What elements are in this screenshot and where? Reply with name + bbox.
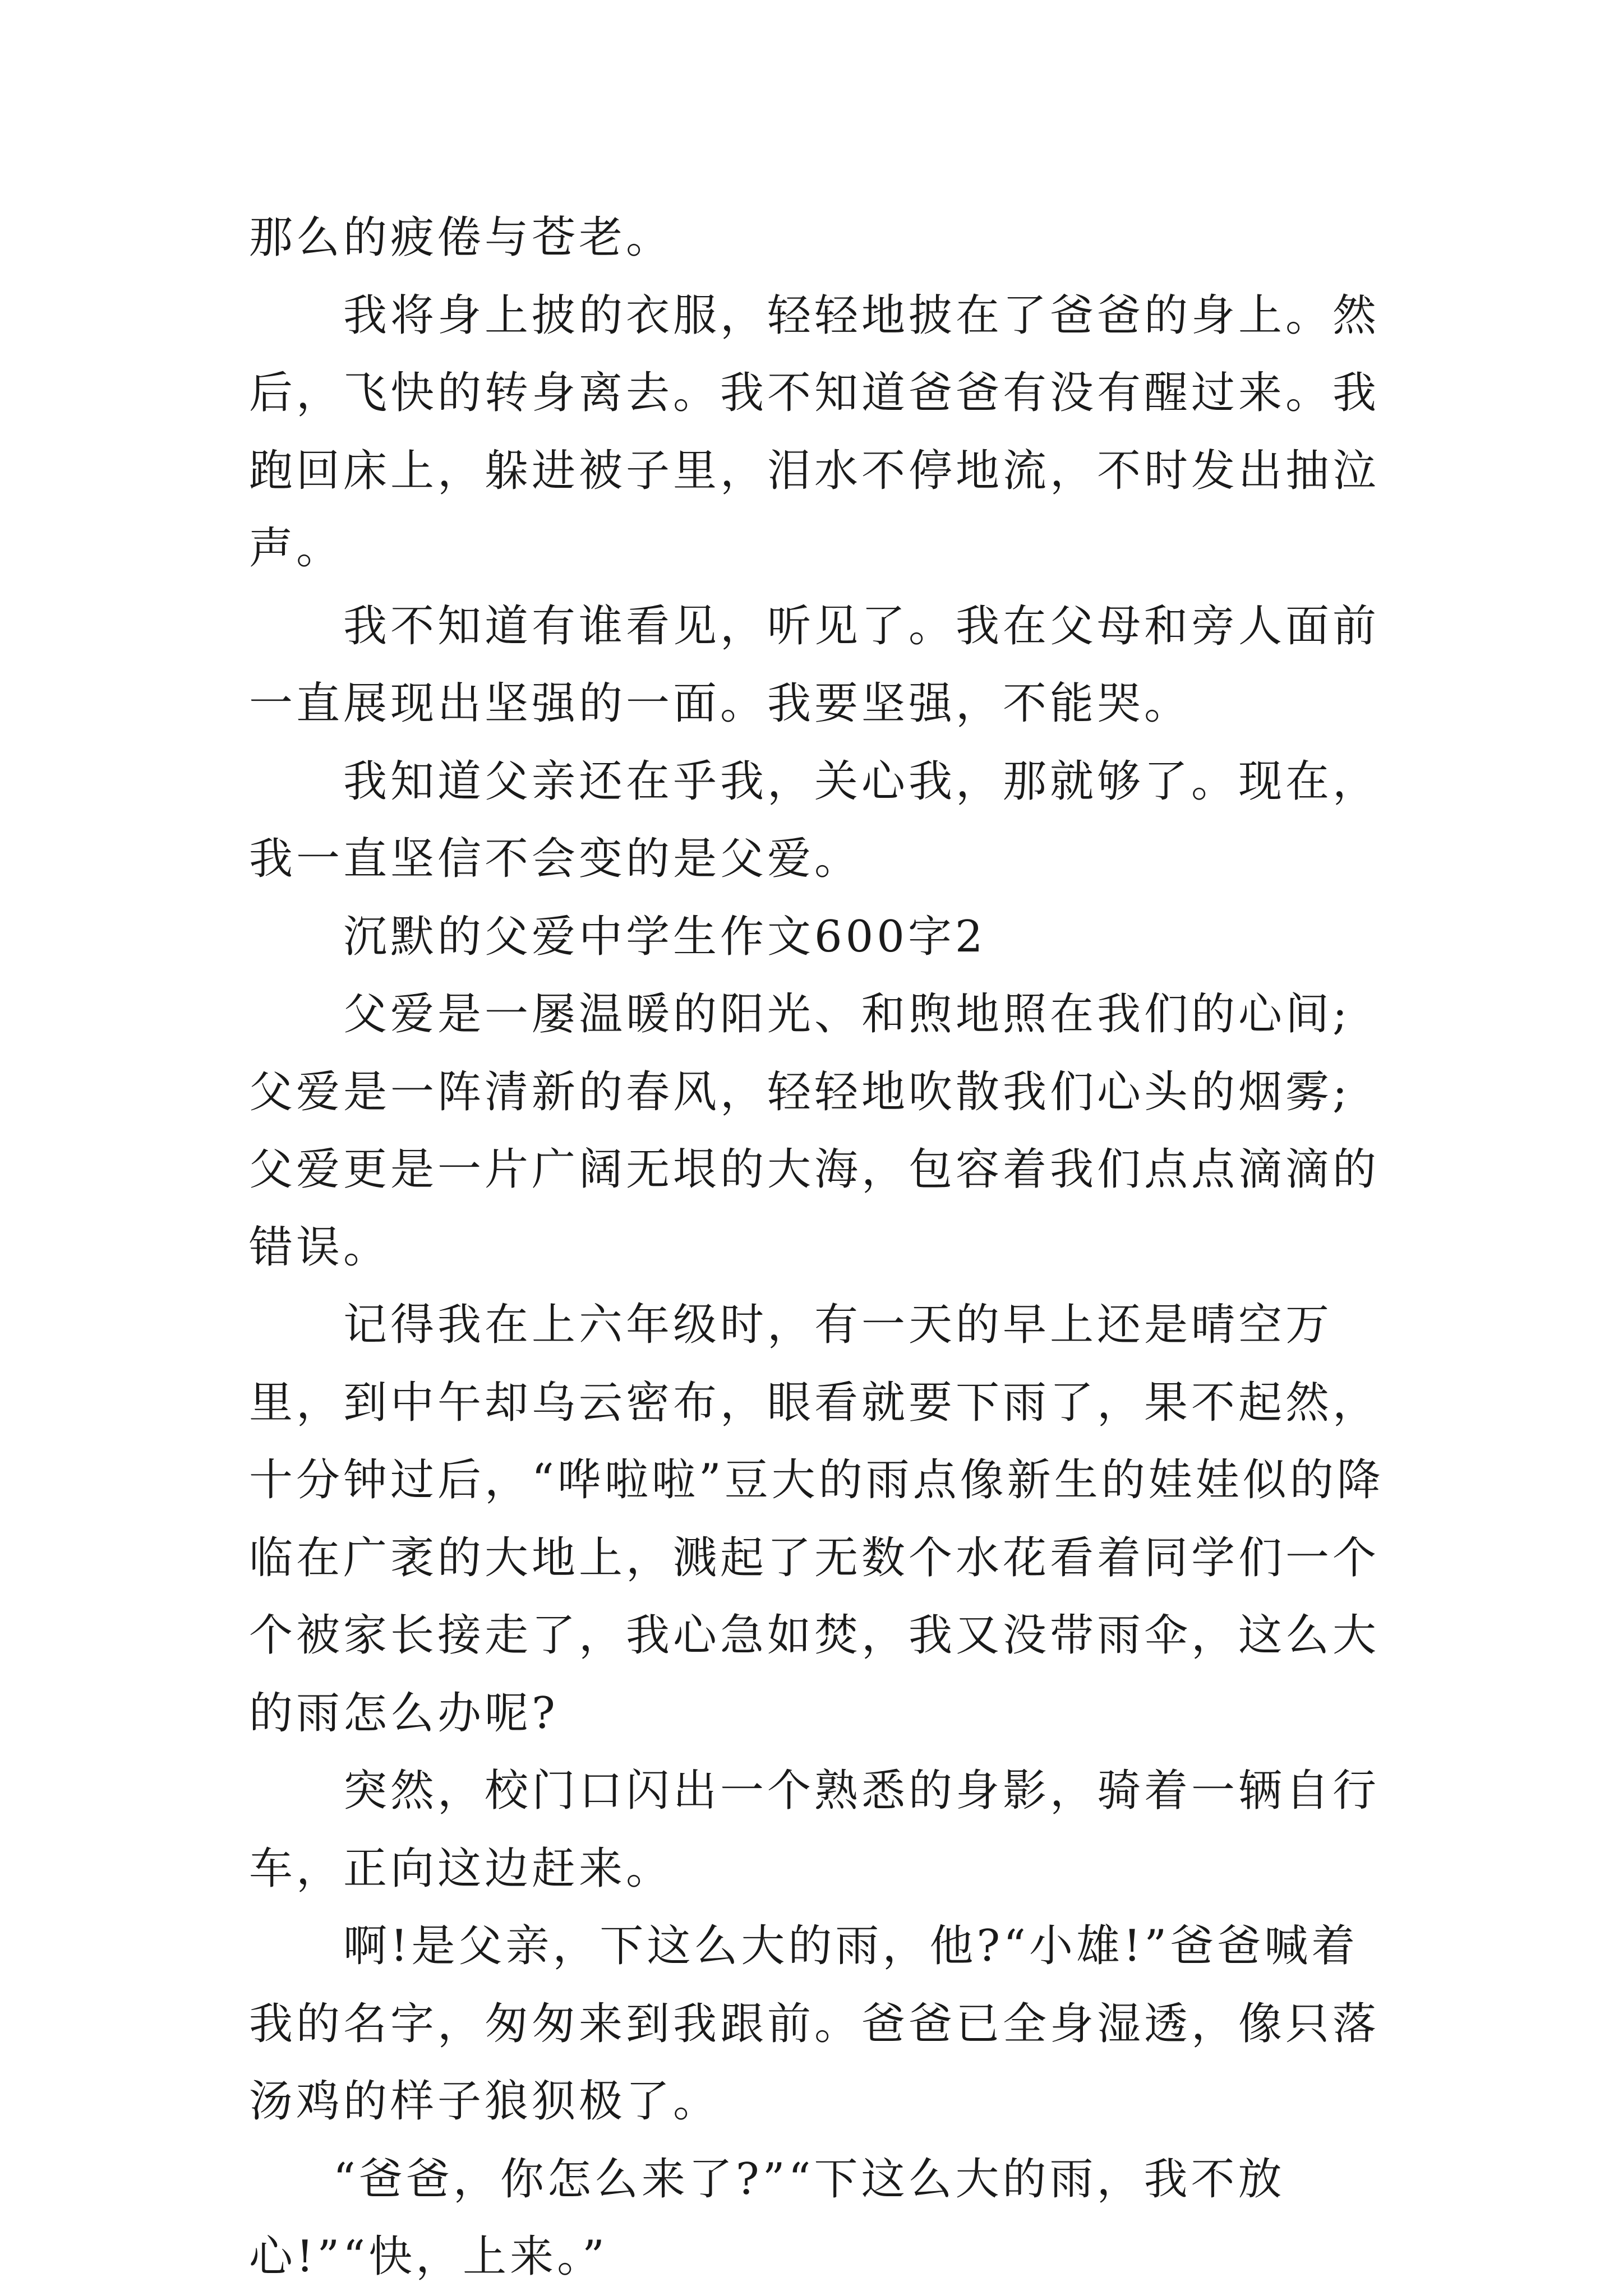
paragraph-2: 我将身上披的衣服，轻轻地披在了爸爸的身上。然后，飞快的转身离去。我不知道爸爸有没有醒过来。我跑回床上，躲进被子里，泪水不停地流，不时发出抽泣声。 bbox=[249, 290, 1380, 574]
section-heading: 沉默的父爱中学生作文600字2 bbox=[343, 911, 986, 962]
paragraph-9: “爸爸，你怎么来了?”“下这么大的雨，我不放心!”“快，上来。” bbox=[249, 2154, 1285, 2282]
paragraph-8: 啊!是父亲，下这么大的雨，他?“小雄!”爸爸喊着我的名字，匆匆来到我跟前。爸爸已全身湿透，像只落汤鸡的样子狼狈极了。 bbox=[249, 1921, 1380, 2127]
paragraph-5: 父爱是一屡温暖的阳光、和煦地照在我们的心间;父爱是一阵清新的春风，轻轻地吹散我们心头的烟雾;父爱更是一片广阔无垠的大海，包容着我们点点滴滴的错误。 bbox=[249, 989, 1380, 1273]
paragraph-1: 那么的疲倦与苍老。 bbox=[249, 212, 674, 263]
paragraph-6: 记得我在上六年级时，有一天的早上还是晴空万里，到中午却乌云密布，眼看就要下雨了，果不起然，十分钟过后，“哗啦啦”豆大的雨点像新生的娃娃似的降临在广袤的大地上，溅起了无数个水花看着同学们一个个被家长接走了，我心急如焚，我又没带雨伞，这么大的雨怎么办呢? bbox=[249, 1300, 1384, 1739]
paragraph-3: 我不知道有谁看见，听见了。我在父母和旁人面前一直展现出坚强的一面。我要坚强，不能哭。 bbox=[249, 600, 1380, 729]
paragraph-4: 我知道父亲还在乎我，关心我，那就够了。现在，我一直坚信不会变的是父爱。 bbox=[249, 756, 1380, 884]
body-text bbox=[249, 199, 1387, 2296]
paragraph-7: 突然，校门口闪出一个熟悉的身影，骑着一辆自行车，正向这边赶来。 bbox=[249, 1766, 1380, 1894]
